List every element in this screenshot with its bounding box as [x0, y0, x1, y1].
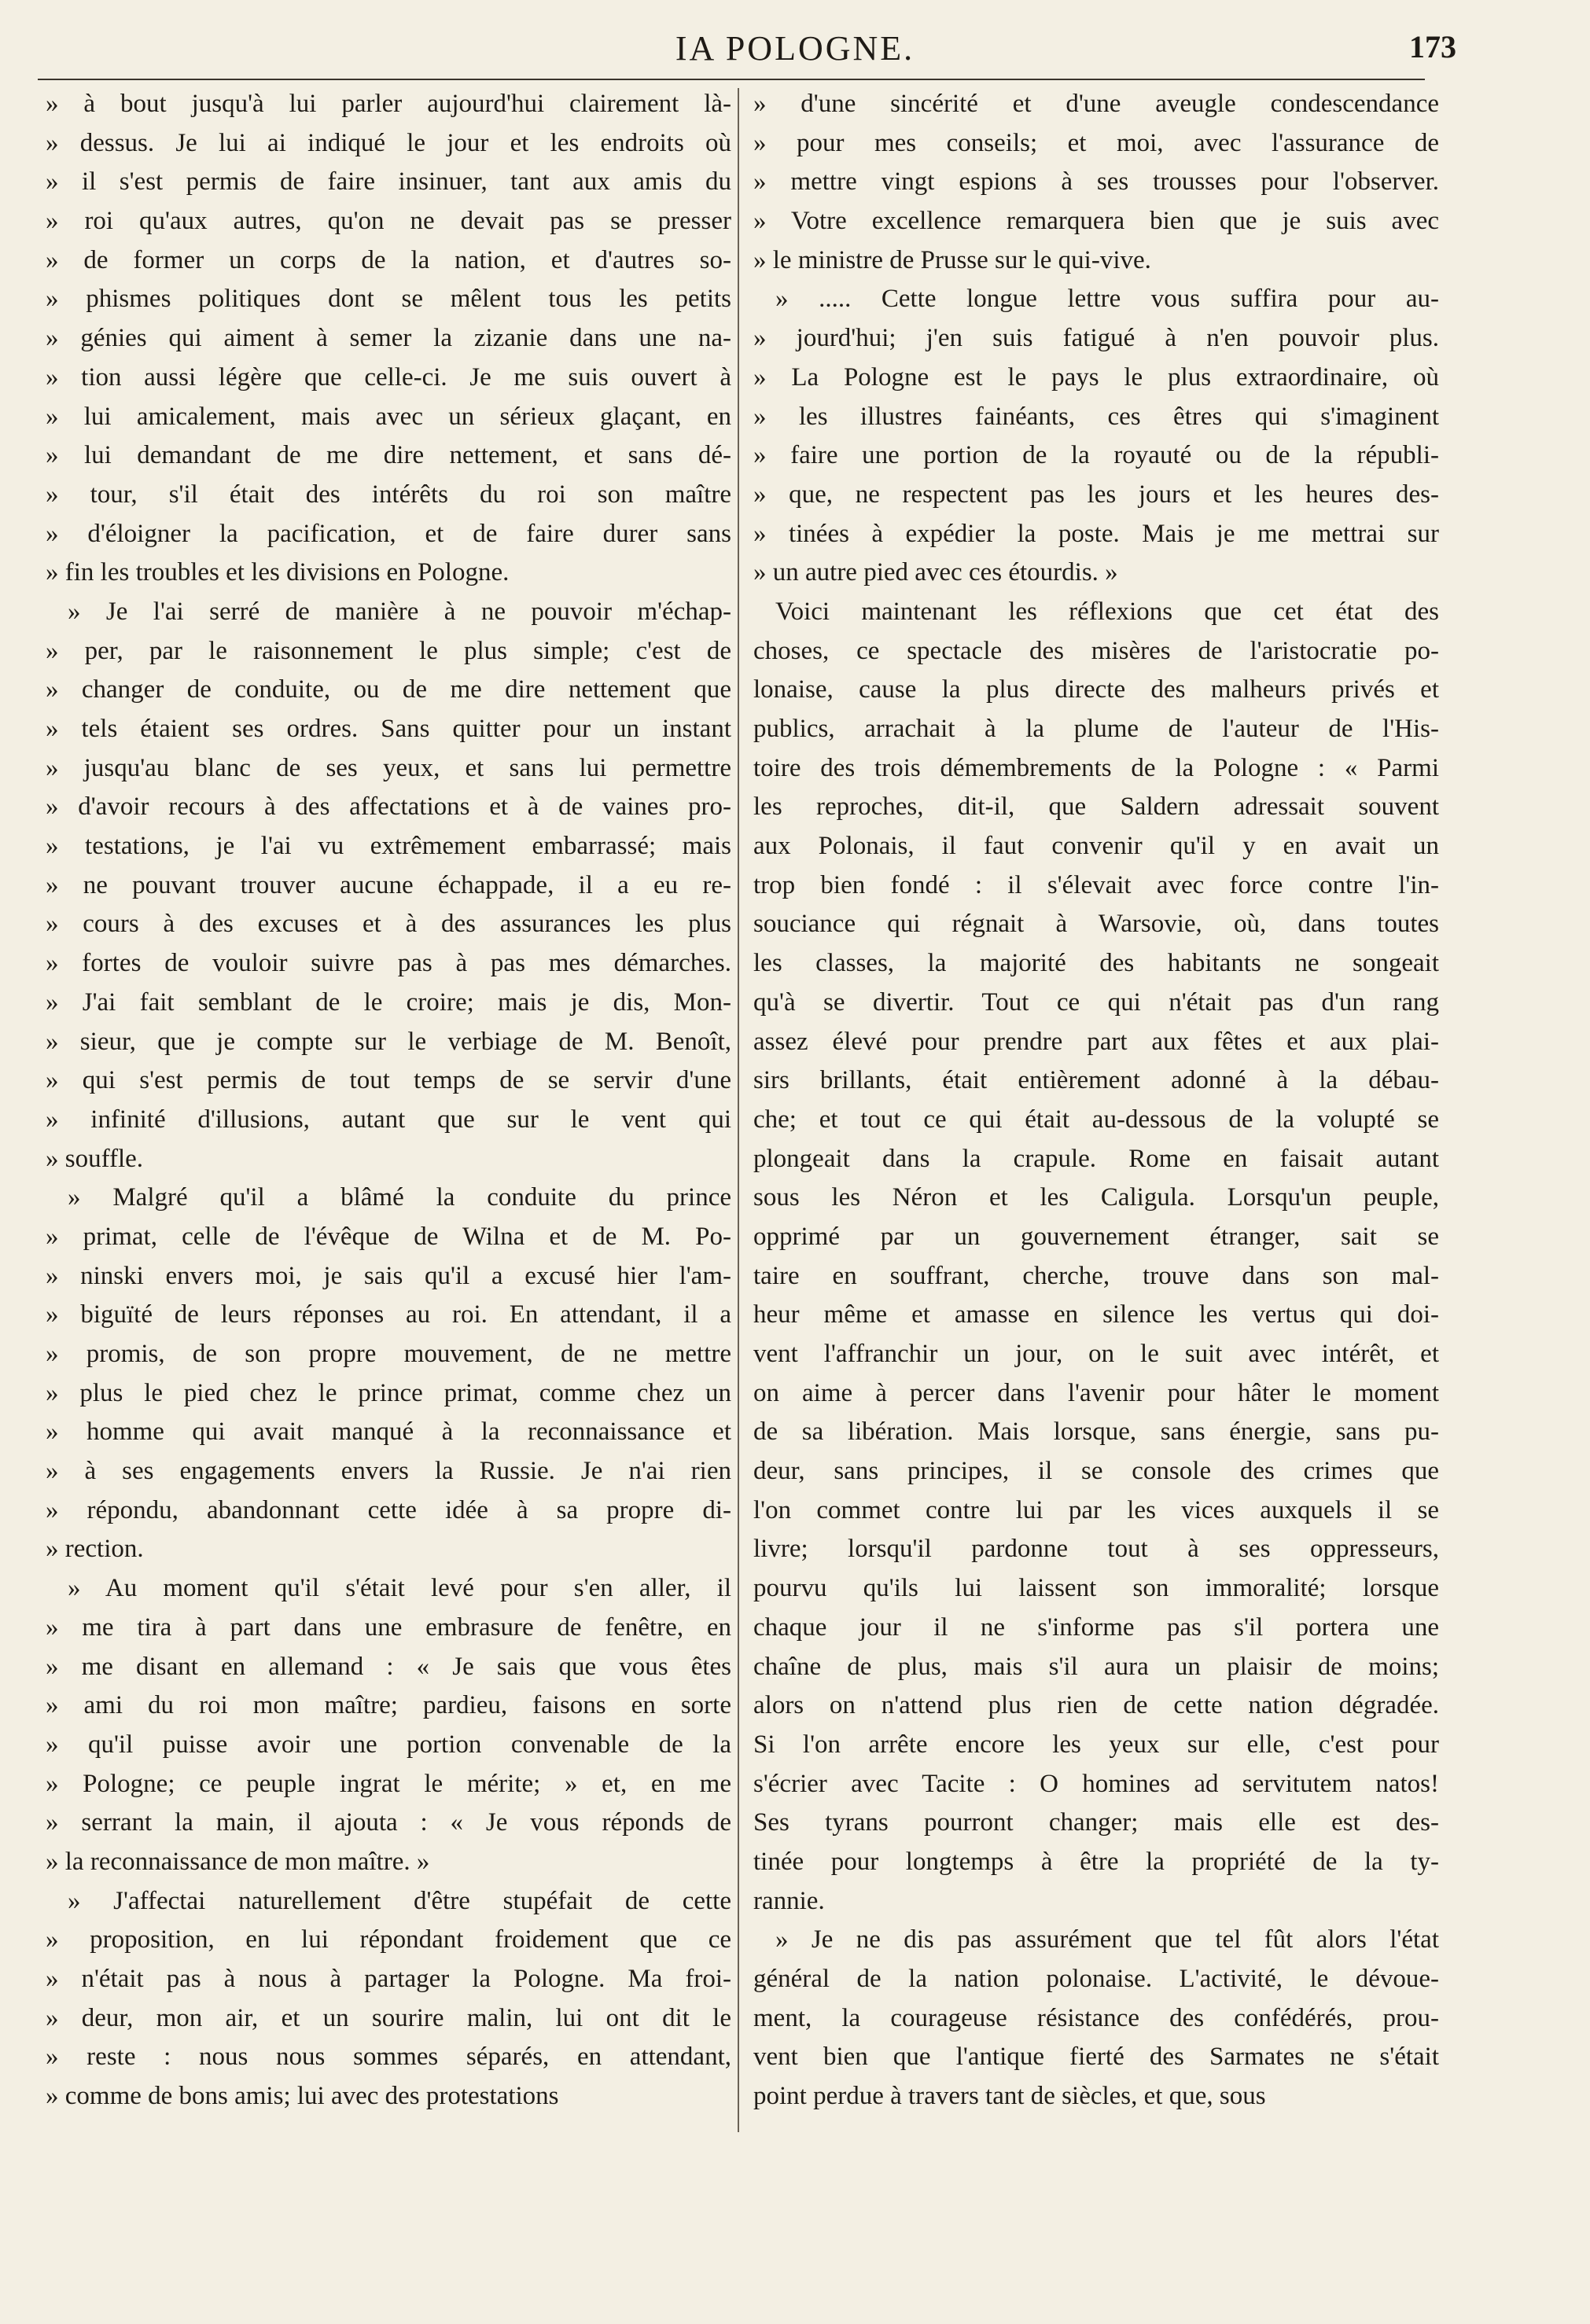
text-line: » Malgré qu'il a blâmé la conduite du prince — [68, 1183, 731, 1212]
page-number: 173 — [1409, 29, 1456, 64]
text-line: point perdue à travers tant de siècles, et que, sous — [753, 2082, 1266, 2111]
text-line: » la reconnaissance de mon maître. » — [46, 1847, 430, 1876]
text-line: taire en souffrant, cherche, trouve dans son mal- — [753, 1261, 1439, 1290]
text-line: sous les Néron et les Caligula. Lorsqu'un peuple, — [753, 1183, 1439, 1212]
text-line: assez élevé pour prendre part aux fêtes et aux plai- — [753, 1027, 1439, 1056]
text-line: » reste : nous nous sommes séparés, en attendant, — [46, 2043, 731, 2072]
text-line: » jusqu'au blanc de ses yeux, et sans lui permettre — [46, 753, 731, 782]
text-line: » dessus. Je lui ai indiqué le jour et les endroits où — [46, 128, 731, 157]
text-line: » me tira à part dans une embrasure de fenêtre, en — [46, 1612, 731, 1642]
text-line: rannie. — [753, 1886, 825, 1915]
text-line: Ses tyrans pourront changer; mais elle est des- — [753, 1808, 1439, 1837]
text-line: » tion aussi légère que celle-ci. Je me suis ouvert à — [46, 362, 731, 392]
text-line: » que, ne respectent pas les jours et les heures des- — [753, 480, 1439, 509]
text-line: s'écrier avec Tacite : O homines ad servitutem natos! — [753, 1769, 1439, 1798]
text-line: toire des trois démembrements de la Pologne : « Parmi — [753, 753, 1439, 782]
text-line: » mettre vingt espions à ses trousses pour l'observer. — [753, 167, 1439, 197]
text-line: » génies qui aiment à semer la zizanie dans une na- — [46, 324, 731, 353]
text-line: les classes, la majorité des habitants ne songeait — [753, 949, 1439, 978]
text-line: » d'éloigner la pacification, et de faire durer sans — [46, 519, 731, 548]
text-line: » sieur, que je compte sur le verbiage de M. Benoît, — [46, 1027, 731, 1056]
text-line: l'on commet contre lui par les vices auxquels il se — [753, 1495, 1439, 1524]
text-line: » fortes de vouloir suivre pas à pas mes démarches. — [46, 949, 731, 978]
text-line: lonaise, cause la plus directe des malheurs privés et — [753, 675, 1439, 704]
text-line: chaîne de plus, mais s'il aura un plaisir de moins; — [753, 1652, 1439, 1681]
text-line: » jourd'hui; j'en suis fatigué à n'en pouvoir plus. — [753, 324, 1439, 353]
text-line: ment, la courageuse résistance des confédérés, prou- — [753, 2003, 1439, 2032]
text-line: choses, ce spectacle des misères de l'aristocratie po- — [753, 636, 1439, 665]
text-line: » testations, je l'ai vu extrêmement embarrassé; mais — [46, 832, 731, 861]
text-line: » J'affectai naturellement d'être stupéfait de cette — [68, 1886, 731, 1915]
text-line: » tels étaient ses ordres. Sans quitter pour un instant — [46, 715, 731, 743]
text-line: pourvu qu'ils lui laissent son immoralité; lorsque — [753, 1574, 1439, 1603]
text-line: » qui s'est permis de tout temps de se servir d'une — [46, 1066, 731, 1095]
text-line: » biguïté de leurs réponses au roi. En attendant, il a — [46, 1300, 731, 1329]
text-line: » homme qui avait manqué à la reconnaissance et — [46, 1418, 731, 1447]
text-line: » il s'est permis de faire insinuer, tant aux amis du — [46, 167, 731, 197]
text-line: » me disant en allemand : « Je sais que vous êtes — [46, 1652, 731, 1681]
left-column — [46, 85, 731, 2116]
text-line: plongeait dans la crapule. Rome en faisait autant — [753, 1144, 1439, 1173]
text-line: » Je l'ai serré de manière à ne pouvoir m'échap- — [68, 597, 731, 626]
text-line: » deur, mon air, et un sourire malin, lui ont dit le — [46, 2003, 731, 2032]
text-line: » tinées à expédier la poste. Mais je me mettrai sur — [753, 519, 1439, 548]
text-line: » serrant la main, il ajouta : « Je vous réponds de — [46, 1808, 731, 1837]
text-line: de sa libération. Mais lorsque, sans énergie, sans pu- — [753, 1418, 1439, 1447]
text-line: » souffle. — [46, 1144, 144, 1173]
text-line: » cours à des excuses et à des assurances les plus — [46, 910, 731, 939]
text-line: » comme de bons amis; lui avec des protestations — [46, 2082, 559, 2111]
text-line: » qu'il puisse avoir une portion convenable de la — [46, 1730, 731, 1759]
text-line: » les illustres fainéants, ces êtres qui s'imaginent — [753, 402, 1439, 431]
text-line: sirs brillants, était entièrement adonné à la débau- — [753, 1066, 1439, 1095]
text-line: » roi qu'aux autres, qu'on ne devait pas se presser — [46, 207, 731, 236]
text-line: » proposition, en lui répondant froidement que ce — [46, 1925, 731, 1954]
text-line: » changer de conduite, ou de me dire nettement que — [46, 675, 731, 704]
text-line: » Pologne; ce peuple ingrat le mérite; » et, en me — [46, 1769, 731, 1798]
text-line: » faire une portion de la royauté ou de la républi- — [753, 441, 1439, 470]
text-line: » ne pouvant trouver aucune échappade, il a eu re- — [46, 870, 731, 899]
text-line: opprimé par un gouvernement étranger, sait se — [753, 1222, 1439, 1251]
text-line: » ..... Cette longue lettre vous suffira pour au- — [775, 285, 1439, 314]
text-line: » à ses engagements envers la Russie. Je n'ai rien — [46, 1457, 731, 1486]
text-line: qu'à se divertir. Tout ce qui n'était pas d'un rang — [753, 987, 1439, 1017]
text-line: » Je ne dis pas assurément que tel fût alors l'état — [775, 1925, 1439, 1954]
text-line: » n'était pas à nous à partager la Pologne. Ma froi- — [46, 1965, 731, 1993]
text-line: » tour, s'il était des intérêts du roi son maître — [46, 480, 731, 509]
text-line: deur, sans principes, il se console des crimes que — [753, 1457, 1439, 1486]
text-line: les reproches, dit-il, que Saldern adressait souvent — [753, 792, 1439, 822]
text-line: » répondu, abandonnant cette idée à sa propre di- — [46, 1495, 731, 1524]
text-line: » per, par le raisonnement le plus simple; c'est de — [46, 636, 731, 665]
text-line: » un autre pied avec ces étourdis. » — [753, 558, 1118, 587]
text-line: » La Pologne est le pays le plus extraordinaire, où — [753, 362, 1439, 392]
text-line: trop bien fondé : il s'élevait avec force contre l'in- — [753, 870, 1439, 899]
text-line: » de former un corps de la nation, et d'autres so- — [46, 245, 731, 274]
text-line: » Au moment qu'il s'était levé pour s'en aller, il — [68, 1574, 731, 1603]
text-line: livre; lorsqu'il pardonne tout à ses oppresseurs, — [753, 1535, 1439, 1564]
text-line: Si l'on arrête encore les yeux sur elle, c'est pour — [753, 1730, 1439, 1759]
text-line: » le ministre de Prusse sur le qui-vive. — [753, 245, 1151, 274]
text-line: » ninski envers moi, je sais qu'il a excusé hier l'am- — [46, 1261, 731, 1290]
text-line: » lui amicalement, mais avec un sérieux glaçant, en — [46, 402, 731, 431]
text-line: che; et tout ce qui était au-dessous de la volupté se — [753, 1105, 1439, 1134]
text-line: publics, arrachait à la plume de l'auteur de l'His- — [753, 715, 1439, 743]
text-line: » infinité d'illusions, autant que sur le vent qui — [46, 1105, 731, 1134]
text-line: vent l'affranchir un jour, on le suit avec intérêt, et — [753, 1340, 1439, 1368]
text-line: » promis, de son propre mouvement, de ne mettre — [46, 1340, 731, 1368]
text-line: aux Polonais, il faut convenir qu'il y en avait un — [753, 832, 1439, 861]
text-line: » d'avoir recours à des affectations et à de vaines pro- — [46, 792, 731, 822]
text-line: alors on n'attend plus rien de cette nation dégradée. — [753, 1691, 1439, 1720]
right-column — [753, 85, 1439, 2116]
text-line: » pour mes conseils; et moi, avec l'assurance de — [753, 128, 1439, 157]
text-line: heur même et amasse en silence les vertus qui doi- — [753, 1300, 1439, 1329]
text-line: » plus le pied chez le prince primat, comme chez un — [46, 1378, 731, 1407]
text-line: » à bout jusqu'à lui parler aujourd'hui clairement là- — [46, 90, 731, 118]
text-line: chaque jour il ne s'informe pas s'il portera une — [753, 1612, 1439, 1642]
text-line: » phismes politiques dont se mêlent tous les petits — [46, 285, 731, 314]
text-line: » Votre excellence remarquera bien que je suis avec — [753, 207, 1439, 236]
text-line: » primat, celle de l'évêque de Wilna et de M. Po- — [46, 1222, 731, 1251]
text-line: » rection. — [46, 1535, 144, 1564]
text-line: tinée pour longtemps à être la propriété de la ty- — [753, 1847, 1439, 1876]
header-rule — [38, 79, 1425, 80]
text-line: » lui demandant de me dire nettement, et sans dé- — [46, 441, 731, 470]
text-line: » d'une sincérité et d'une aveugle condescendance — [753, 90, 1439, 118]
text-line: Voici maintenant les réflexions que cet état des — [775, 597, 1439, 626]
text-line: souciance qui régnait à Warsovie, où, dans toutes — [753, 910, 1439, 939]
text-line: » fin les troubles et les divisions en Pologne. — [46, 558, 510, 587]
text-line: on aime à percer dans l'avenir pour hâter le moment — [753, 1378, 1439, 1407]
running-header: IA POLOGNE. — [675, 29, 915, 68]
text-line: » J'ai fait semblant de le croire; mais je dis, Mon- — [46, 987, 731, 1017]
text-line: général de la nation polonaise. L'activité, le dévoue- — [753, 1965, 1439, 1993]
column-divider — [738, 88, 739, 2132]
text-line: vent bien que l'antique fierté des Sarmates ne s'était — [753, 2043, 1439, 2072]
text-line: » ami du roi mon maître; pardieu, faisons en sorte — [46, 1691, 731, 1720]
